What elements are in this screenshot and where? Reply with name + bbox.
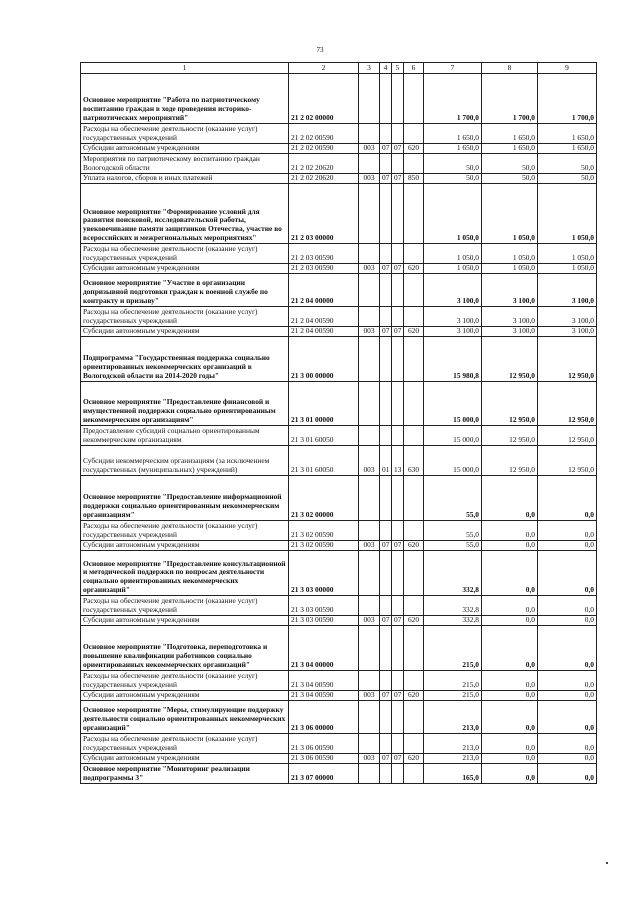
row-value-2019-cell: 1 050,0 — [482, 264, 538, 274]
row-subsection-cell: 07 — [392, 616, 404, 626]
row-value-2020-cell: 0,0 — [538, 754, 597, 764]
row-name-cell: Расходы на обеспечение деятельности (оказание услуг) государственных учреждений — [81, 124, 289, 144]
row-ministry-cell — [359, 274, 380, 307]
row-section-cell: 01 — [380, 446, 392, 476]
row-value-2020-cell: 3 100,0 — [538, 327, 597, 337]
row-name-cell: Основное мероприятие "Предоставление консультационной и методической поддержки по вопросам деятельности социально ориентированных некоммерческих организаций" — [81, 551, 289, 596]
row-ministry-cell — [359, 734, 380, 754]
row-section-cell — [380, 74, 392, 124]
row-ministry-cell: 003 — [359, 327, 380, 337]
row-code-cell: 21 3 03 00590 — [289, 596, 359, 616]
row-code-cell: 21 3 06 00590 — [289, 734, 359, 754]
row-subsection-cell — [392, 124, 404, 144]
row-value-2020-cell: 12 950,0 — [538, 446, 597, 476]
row-code-cell: 21 2 03 00590 — [289, 244, 359, 264]
row-code-cell: 21 2 04 00590 — [289, 327, 359, 337]
row-value-2018-cell: 55,0 — [424, 476, 482, 521]
row-section-cell — [380, 701, 392, 734]
row-ministry-cell: 003 — [359, 616, 380, 626]
row-value-2018-cell: 1 650,0 — [424, 124, 482, 144]
header-col-9: 9 — [538, 63, 597, 74]
row-section-cell — [380, 274, 392, 307]
row-name-cell: Основное мероприятие "Формирование условий для развития поисковой, исследовательской работы, увековечивание памяти защитников Отечества, участие во всероссийских и межрегиональных мероприятиях" — [81, 184, 289, 244]
table-row — [81, 124, 597, 144]
row-ministry-cell — [359, 626, 380, 671]
row-value-2019-cell: 1 650,0 — [482, 124, 538, 144]
row-code-cell: 21 3 01 00000 — [289, 382, 359, 426]
table-row — [81, 426, 597, 446]
row-subsection-cell: 07 — [392, 144, 404, 154]
row-value-2020-cell: 0,0 — [538, 691, 597, 701]
row-expense-type-cell — [404, 626, 424, 671]
row-value-2019-cell: 0,0 — [482, 616, 538, 626]
table-row — [81, 74, 597, 124]
row-code-cell: 21 2 02 20620 — [289, 174, 359, 184]
row-name-cell: Основное мероприятие "Предоставление финансовой и имущественной поддержки социально ориентированным некоммерческим организациям" — [81, 382, 289, 426]
row-code-cell: 21 3 02 00000 — [289, 476, 359, 521]
row-value-2020-cell: 0,0 — [538, 551, 597, 596]
row-value-2018-cell: 1 050,0 — [424, 244, 482, 264]
table-row — [81, 626, 597, 671]
row-ministry-cell: 003 — [359, 174, 380, 184]
row-value-2018-cell: 55,0 — [424, 541, 482, 551]
row-value-2020-cell: 50,0 — [538, 154, 597, 174]
row-value-2019-cell: 0,0 — [482, 521, 538, 541]
row-value-2019-cell: 12 950,0 — [482, 382, 538, 426]
row-value-2018-cell: 1 050,0 — [424, 264, 482, 274]
row-ministry-cell: 003 — [359, 264, 380, 274]
row-name-cell: Основное мероприятие "Участие в организации допризывной подготовки граждан к военной службе по контракту и призыву" — [81, 274, 289, 307]
row-code-cell: 21 3 06 00590 — [289, 754, 359, 764]
row-value-2018-cell: 3 100,0 — [424, 274, 482, 307]
page-number: 73 — [316, 46, 324, 54]
table-row — [81, 691, 597, 701]
row-value-2018-cell: 215,0 — [424, 626, 482, 671]
row-name-cell: Субсидии автономным учреждениям — [81, 144, 289, 154]
row-value-2019-cell: 1 050,0 — [482, 184, 538, 244]
row-section-cell — [380, 337, 392, 382]
row-name-cell: Основное мероприятие "Работа по патриотическому воспитанию граждан в ходе проведения историко-патриотических мероприятий" — [81, 74, 289, 124]
row-expense-type-cell: 620 — [404, 541, 424, 551]
row-name-cell: Субсидии автономным учреждениям — [81, 541, 289, 551]
row-expense-type-cell — [404, 307, 424, 327]
row-ministry-cell: 003 — [359, 446, 380, 476]
row-code-cell: 21 2 02 20620 — [289, 154, 359, 174]
row-name-cell: Расходы на обеспечение деятельности (оказание услуг) государственных учреждений — [81, 521, 289, 541]
row-value-2020-cell: 3 100,0 — [538, 307, 597, 327]
row-ministry-cell — [359, 124, 380, 144]
row-value-2019-cell: 0,0 — [482, 734, 538, 754]
row-expense-type-cell: 620 — [404, 327, 424, 337]
row-section-cell — [380, 671, 392, 691]
table-row — [81, 476, 597, 521]
row-ministry-cell — [359, 382, 380, 426]
row-section-cell — [380, 476, 392, 521]
row-code-cell: 21 2 02 00000 — [289, 74, 359, 124]
row-section-cell: 07 — [380, 541, 392, 551]
row-name-cell: Расходы на обеспечение деятельности (оказание услуг) государственных учреждений — [81, 671, 289, 691]
row-value-2019-cell: 0,0 — [482, 596, 538, 616]
row-value-2020-cell: 0,0 — [538, 734, 597, 754]
row-value-2019-cell: 0,0 — [482, 764, 538, 784]
row-subsection-cell: 07 — [392, 541, 404, 551]
row-code-cell: 21 2 04 00590 — [289, 307, 359, 327]
row-value-2018-cell: 55,0 — [424, 521, 482, 541]
row-value-2018-cell: 215,0 — [424, 671, 482, 691]
row-expense-type-cell — [404, 476, 424, 521]
row-ministry-cell — [359, 337, 380, 382]
row-value-2019-cell: 0,0 — [482, 551, 538, 596]
table-row — [81, 551, 597, 596]
header-col-3: 3 — [359, 63, 380, 74]
table-row — [81, 446, 597, 476]
table-row — [81, 274, 597, 307]
row-code-cell: 21 3 04 00590 — [289, 671, 359, 691]
row-subsection-cell — [392, 337, 404, 382]
scan-speck — [606, 862, 608, 864]
row-section-cell: 07 — [380, 691, 392, 701]
row-section-cell — [380, 521, 392, 541]
row-section-cell — [380, 124, 392, 144]
row-value-2020-cell: 0,0 — [538, 701, 597, 734]
row-value-2019-cell: 0,0 — [482, 754, 538, 764]
row-value-2018-cell: 213,0 — [424, 734, 482, 754]
row-value-2019-cell: 12 950,0 — [482, 446, 538, 476]
row-value-2020-cell: 0,0 — [538, 521, 597, 541]
table-row — [81, 307, 597, 327]
row-value-2019-cell: 0,0 — [482, 626, 538, 671]
row-code-cell: 21 3 02 00590 — [289, 541, 359, 551]
row-value-2019-cell: 1 700,0 — [482, 74, 538, 124]
row-subsection-cell — [392, 764, 404, 784]
row-name-cell: Субсидии автономным учреждениям — [81, 691, 289, 701]
row-code-cell: 21 3 03 00000 — [289, 551, 359, 596]
row-value-2020-cell: 12 950,0 — [538, 337, 597, 382]
table-row — [81, 596, 597, 616]
row-expense-type-cell: 630 — [404, 446, 424, 476]
row-subsection-cell — [392, 476, 404, 521]
row-value-2020-cell: 0,0 — [538, 671, 597, 691]
row-section-cell: 07 — [380, 327, 392, 337]
row-expense-type-cell — [404, 596, 424, 616]
row-subsection-cell — [392, 626, 404, 671]
row-expense-type-cell — [404, 671, 424, 691]
row-value-2020-cell: 0,0 — [538, 764, 597, 784]
row-value-2018-cell: 213,0 — [424, 754, 482, 764]
row-value-2018-cell: 215,0 — [424, 691, 482, 701]
row-expense-type-cell — [404, 551, 424, 596]
header-col-2: 2 — [289, 63, 359, 74]
row-name-cell: Субсидии автономным учреждениям — [81, 327, 289, 337]
row-subsection-cell: 13 — [392, 446, 404, 476]
row-name-cell: Расходы на обеспечение деятельности (оказание услуг) государственных учреждений — [81, 307, 289, 327]
row-code-cell: 21 3 00 00000 — [289, 337, 359, 382]
row-expense-type-cell — [404, 426, 424, 446]
row-section-cell — [380, 734, 392, 754]
row-value-2020-cell: 0,0 — [538, 541, 597, 551]
row-value-2020-cell: 1 050,0 — [538, 184, 597, 244]
table-row — [81, 337, 597, 382]
row-subsection-cell — [392, 551, 404, 596]
row-subsection-cell — [392, 184, 404, 244]
row-value-2019-cell: 50,0 — [482, 154, 538, 174]
row-value-2018-cell: 15 980,8 — [424, 337, 482, 382]
table-row — [81, 764, 597, 784]
row-code-cell: 21 3 04 00000 — [289, 626, 359, 671]
row-expense-type-cell — [404, 337, 424, 382]
row-ministry-cell — [359, 551, 380, 596]
row-code-cell: 21 3 06 00000 — [289, 701, 359, 734]
row-value-2019-cell: 0,0 — [482, 541, 538, 551]
row-expense-type-cell: 620 — [404, 754, 424, 764]
row-ministry-cell — [359, 244, 380, 264]
row-section-cell — [380, 184, 392, 244]
row-expense-type-cell — [404, 734, 424, 754]
row-subsection-cell — [392, 154, 404, 174]
row-section-cell — [380, 626, 392, 671]
row-ministry-cell: 003 — [359, 691, 380, 701]
header-col-8: 8 — [482, 63, 538, 74]
row-value-2020-cell: 0,0 — [538, 616, 597, 626]
row-section-cell — [380, 307, 392, 327]
row-value-2018-cell: 1 050,0 — [424, 184, 482, 244]
row-value-2020-cell: 3 100,0 — [538, 274, 597, 307]
row-name-cell: Субсидии некоммерческим организациям (за исключением государственных (муниципальных) учреждений) — [81, 446, 289, 476]
row-value-2018-cell: 1 650,0 — [424, 144, 482, 154]
row-ministry-cell: 003 — [359, 144, 380, 154]
row-subsection-cell — [392, 382, 404, 426]
table-row — [81, 184, 597, 244]
row-subsection-cell — [392, 671, 404, 691]
row-value-2019-cell: 0,0 — [482, 691, 538, 701]
row-subsection-cell — [392, 74, 404, 124]
row-value-2018-cell: 15 000,0 — [424, 382, 482, 426]
row-ministry-cell — [359, 307, 380, 327]
row-expense-type-cell — [404, 124, 424, 144]
row-name-cell: Основное мероприятие "Предоставление информационной поддержки социально ориентированным некоммерческим организациям" — [81, 476, 289, 521]
row-section-cell: 07 — [380, 264, 392, 274]
row-expense-type-cell — [404, 274, 424, 307]
row-value-2019-cell: 3 100,0 — [482, 307, 538, 327]
row-value-2020-cell: 0,0 — [538, 626, 597, 671]
row-ministry-cell — [359, 154, 380, 174]
row-expense-type-cell: 620 — [404, 616, 424, 626]
row-ministry-cell — [359, 596, 380, 616]
row-expense-type-cell: 850 — [404, 174, 424, 184]
row-code-cell: 21 2 03 00590 — [289, 264, 359, 274]
row-section-cell: 07 — [380, 174, 392, 184]
row-subsection-cell — [392, 521, 404, 541]
row-value-2020-cell: 1 650,0 — [538, 144, 597, 154]
table-row — [81, 154, 597, 174]
row-code-cell: 21 3 07 00000 — [289, 764, 359, 784]
row-expense-type-cell — [404, 764, 424, 784]
row-value-2020-cell: 0,0 — [538, 596, 597, 616]
row-value-2019-cell: 1 050,0 — [482, 244, 538, 264]
row-value-2018-cell: 165,0 — [424, 764, 482, 784]
row-value-2018-cell: 50,0 — [424, 174, 482, 184]
row-subsection-cell: 07 — [392, 264, 404, 274]
row-value-2019-cell: 12 950,0 — [482, 426, 538, 446]
row-value-2019-cell: 1 650,0 — [482, 144, 538, 154]
header-col-7: 7 — [424, 63, 482, 74]
row-section-cell: 07 — [380, 616, 392, 626]
row-value-2019-cell: 50,0 — [482, 174, 538, 184]
row-expense-type-cell: 620 — [404, 691, 424, 701]
row-name-cell: Субсидии автономным учреждениям — [81, 264, 289, 274]
row-value-2018-cell: 15 000,0 — [424, 446, 482, 476]
row-value-2018-cell: 332,8 — [424, 616, 482, 626]
row-value-2019-cell: 3 100,0 — [482, 327, 538, 337]
row-expense-type-cell — [404, 521, 424, 541]
row-section-cell — [380, 382, 392, 426]
row-subsection-cell — [392, 426, 404, 446]
row-name-cell: Расходы на обеспечение деятельности (оказание услуг) государственных учреждений — [81, 244, 289, 264]
row-expense-type-cell: 620 — [404, 144, 424, 154]
header-col-4: 4 — [380, 63, 392, 74]
table-row — [81, 541, 597, 551]
row-value-2020-cell: 0,0 — [538, 476, 597, 521]
row-ministry-cell: 003 — [359, 541, 380, 551]
row-value-2018-cell: 332,8 — [424, 596, 482, 616]
row-ministry-cell — [359, 671, 380, 691]
row-section-cell — [380, 551, 392, 596]
row-expense-type-cell — [404, 184, 424, 244]
row-ministry-cell — [359, 701, 380, 734]
row-expense-type-cell — [404, 701, 424, 734]
table-row — [81, 734, 597, 754]
row-expense-type-cell: 620 — [404, 264, 424, 274]
row-value-2018-cell: 3 100,0 — [424, 307, 482, 327]
header-col-1: 1 — [81, 63, 289, 74]
row-value-2018-cell: 50,0 — [424, 154, 482, 174]
row-expense-type-cell — [404, 382, 424, 426]
table-row — [81, 382, 597, 426]
row-subsection-cell — [392, 596, 404, 616]
table-header-row — [81, 63, 597, 74]
row-subsection-cell: 07 — [392, 327, 404, 337]
row-value-2020-cell: 1 050,0 — [538, 244, 597, 264]
row-code-cell: 21 2 02 00590 — [289, 144, 359, 154]
header-col-5: 5 — [392, 63, 404, 74]
row-value-2018-cell: 15 000,0 — [424, 426, 482, 446]
table-row — [81, 264, 597, 274]
row-subsection-cell: 07 — [392, 174, 404, 184]
row-subsection-cell — [392, 307, 404, 327]
row-section-cell: 07 — [380, 144, 392, 154]
row-value-2020-cell: 1 700,0 — [538, 74, 597, 124]
row-code-cell: 21 2 04 00000 — [289, 274, 359, 307]
row-subsection-cell — [392, 244, 404, 264]
row-value-2020-cell: 12 950,0 — [538, 382, 597, 426]
row-value-2018-cell: 332,8 — [424, 551, 482, 596]
row-value-2019-cell: 12 950,0 — [482, 337, 538, 382]
row-subsection-cell — [392, 734, 404, 754]
row-code-cell: 21 3 01 60050 — [289, 426, 359, 446]
row-ministry-cell — [359, 74, 380, 124]
row-name-cell: Основное мероприятие "Меры, стимулирующие поддержку деятельности социально ориентированных некоммерческих организаций" — [81, 701, 289, 734]
row-subsection-cell: 07 — [392, 754, 404, 764]
row-section-cell — [380, 244, 392, 264]
row-name-cell: Основное мероприятие "Мониторинг реализации подпрограммы 3" — [81, 764, 289, 784]
row-name-cell: Основное мероприятие "Подготовка, переподготовка и повышение квалификации работников социально ориентированных некоммерческих организаций" — [81, 626, 289, 671]
table-row — [81, 616, 597, 626]
row-value-2019-cell: 0,0 — [482, 476, 538, 521]
row-code-cell: 21 3 03 00590 — [289, 616, 359, 626]
row-section-cell — [380, 596, 392, 616]
row-value-2018-cell: 213,0 — [424, 701, 482, 734]
row-name-cell: Подпрограмма "Государственная поддержка социально ориентированных некоммерческих организаций в Вологодской области на 2014-2020 годы" — [81, 337, 289, 382]
row-value-2020-cell: 1 050,0 — [538, 264, 597, 274]
row-name-cell: Субсидии автономным учреждениям — [81, 616, 289, 626]
row-subsection-cell — [392, 274, 404, 307]
row-code-cell: 21 3 01 60050 — [289, 446, 359, 476]
row-code-cell: 21 3 02 00590 — [289, 521, 359, 541]
table-row — [81, 701, 597, 734]
row-value-2020-cell: 12 950,0 — [538, 426, 597, 446]
row-code-cell: 21 3 04 00590 — [289, 691, 359, 701]
row-value-2019-cell: 0,0 — [482, 701, 538, 734]
row-value-2019-cell: 3 100,0 — [482, 274, 538, 307]
row-value-2018-cell: 1 700,0 — [424, 74, 482, 124]
row-ministry-cell — [359, 476, 380, 521]
table-row — [81, 244, 597, 264]
row-value-2020-cell: 1 650,0 — [538, 124, 597, 144]
row-name-cell: Уплата налогов, сборов и иных платежей — [81, 174, 289, 184]
row-name-cell: Расходы на обеспечение деятельности (оказание услуг) государственных учреждений — [81, 596, 289, 616]
table-row — [81, 671, 597, 691]
row-name-cell: Субсидии автономным учреждениям — [81, 754, 289, 764]
table-row — [81, 521, 597, 541]
table-row — [81, 174, 597, 184]
row-value-2020-cell: 50,0 — [538, 174, 597, 184]
table-row — [81, 754, 597, 764]
table-row — [81, 327, 597, 337]
header-col-6: 6 — [404, 63, 424, 74]
row-section-cell — [380, 764, 392, 784]
budget-table — [80, 62, 597, 784]
row-value-2019-cell: 0,0 — [482, 671, 538, 691]
row-section-cell — [380, 154, 392, 174]
row-section-cell: 07 — [380, 754, 392, 764]
row-subsection-cell — [392, 701, 404, 734]
row-section-cell — [380, 426, 392, 446]
table-row — [81, 144, 597, 154]
row-ministry-cell — [359, 764, 380, 784]
row-value-2018-cell: 3 100,0 — [424, 327, 482, 337]
row-subsection-cell: 07 — [392, 691, 404, 701]
row-ministry-cell — [359, 426, 380, 446]
row-code-cell: 21 2 03 00000 — [289, 184, 359, 244]
row-code-cell: 21 2 02 00590 — [289, 124, 359, 144]
row-name-cell: Предоставление субсидий социально ориентированным некоммерческим организациям — [81, 426, 289, 446]
row-ministry-cell: 003 — [359, 754, 380, 764]
row-expense-type-cell — [404, 154, 424, 174]
row-ministry-cell — [359, 521, 380, 541]
table-body — [81, 74, 597, 784]
row-expense-type-cell — [404, 244, 424, 264]
row-name-cell: Расходы на обеспечение деятельности (оказание услуг) государственных учреждений — [81, 734, 289, 754]
row-expense-type-cell — [404, 74, 424, 124]
row-ministry-cell — [359, 184, 380, 244]
row-name-cell: Мероприятия по патриотическому воспитанию граждан Вологодской области — [81, 154, 289, 174]
